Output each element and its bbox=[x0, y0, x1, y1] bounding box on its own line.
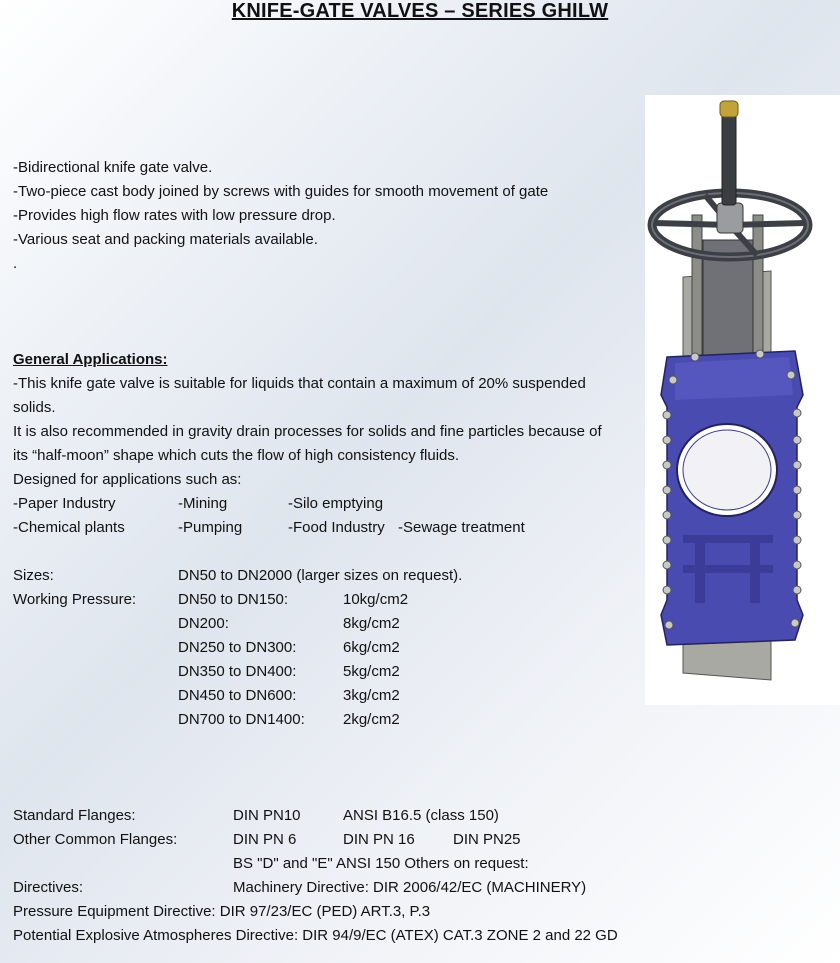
pressure-range: DN700 to DN1400: bbox=[178, 711, 305, 728]
other-flanges-label: Other Common Flanges: bbox=[13, 831, 178, 848]
flange-din-pn16: DIN PN 16 bbox=[343, 831, 415, 848]
flange-din-pn25: DIN PN25 bbox=[453, 831, 521, 848]
handwheel-hub bbox=[717, 203, 743, 233]
pressure-value: 8kg/cm2 bbox=[343, 615, 400, 632]
yoke-post-left bbox=[692, 215, 702, 355]
pressure-range: DN50 to DN150: bbox=[178, 591, 289, 608]
machinery-directive: Machinery Directive: DIR 2006/42/EC (MACHINERY) bbox=[233, 879, 587, 896]
general-line-3: It is also recommended in gravity drain processes for solids and fine particles because of bbox=[13, 423, 602, 440]
app-silo-emptying: -Silo emptying bbox=[288, 495, 384, 512]
atex-directive: Potential Explosive Atmospheres Directive: DIR 94/9/EC (ATEX) CAT.3 ZONE 2 and 22 GD bbox=[13, 927, 618, 944]
app-chemical-plants: -Chemical plants bbox=[13, 519, 125, 536]
sizes-value: DN50 to DN2000 (larger sizes on request). bbox=[178, 567, 463, 584]
pressure-equipment-directive: Pressure Equipment Directive: DIR 97/23/EC (PED) ART.3, P.3 bbox=[13, 903, 431, 920]
yoke-post-right bbox=[753, 215, 763, 355]
stem-tip bbox=[720, 101, 738, 117]
directives-label: Directives: bbox=[13, 879, 84, 896]
feature-1: -Bidirectional knife gate valve. bbox=[13, 159, 213, 176]
pressure-value: 2kg/cm2 bbox=[343, 711, 400, 728]
feature-2: -Two-piece cast body joined by screws with guides for smooth movement of gate bbox=[13, 183, 549, 200]
app-sewage-treatment: -Sewage treatment bbox=[398, 519, 525, 536]
other-flanges-note: BS "D" and "E" ANSI 150 Others on request: bbox=[233, 855, 529, 872]
pressure-range: DN450 to DN600: bbox=[178, 687, 297, 704]
standard-flanges-label: Standard Flanges: bbox=[13, 807, 136, 824]
general-line-2: solids. bbox=[13, 399, 56, 416]
flange-din-pn10: DIN PN10 bbox=[233, 807, 301, 824]
knife-gate-valve-drawing bbox=[645, 95, 840, 705]
page-title: KNIFE-GATE VALVES – SERIES GHILW bbox=[231, 0, 609, 22]
pressure-value: 6kg/cm2 bbox=[343, 639, 400, 656]
sizes-label: Sizes: bbox=[13, 567, 54, 584]
general-line-1: -This knife gate valve is suitable for liquids that contain a maximum of 20% suspended bbox=[13, 375, 586, 392]
valve-stem bbox=[722, 113, 736, 205]
app-paper-industry: -Paper Industry bbox=[13, 495, 116, 512]
flange-din-pn6: DIN PN 6 bbox=[233, 831, 297, 848]
working-pressure-label: Working Pressure: bbox=[13, 591, 137, 608]
general-applications-heading: General Applications: bbox=[13, 351, 168, 368]
pressure-range: DN350 to DN400: bbox=[178, 663, 297, 680]
app-mining: -Mining bbox=[178, 495, 228, 512]
pressure-range: DN200: bbox=[178, 615, 229, 632]
pressure-value: 5kg/cm2 bbox=[343, 663, 400, 680]
feature-4: -Various seat and packing materials available. bbox=[13, 231, 318, 248]
general-line-5: Designed for applications such as: bbox=[13, 471, 242, 488]
general-line-4: its “half-moon” shape which cuts the flow of high consistency fluids. bbox=[13, 447, 460, 464]
pressure-range: DN250 to DN300: bbox=[178, 639, 297, 656]
feature-3: -Provides high flow rates with low pressure drop. bbox=[13, 207, 336, 224]
app-pumping: -Pumping bbox=[178, 519, 243, 536]
pressure-value: 10kg/cm2 bbox=[343, 591, 409, 608]
app-food-industry: -Food Industry bbox=[288, 519, 385, 536]
pressure-value: 3kg/cm2 bbox=[343, 687, 400, 704]
flange-ansi-b16-5: ANSI B16.5 (class 150) bbox=[343, 807, 499, 824]
valve-illustration bbox=[645, 95, 840, 705]
feature-dot: . bbox=[13, 255, 18, 272]
